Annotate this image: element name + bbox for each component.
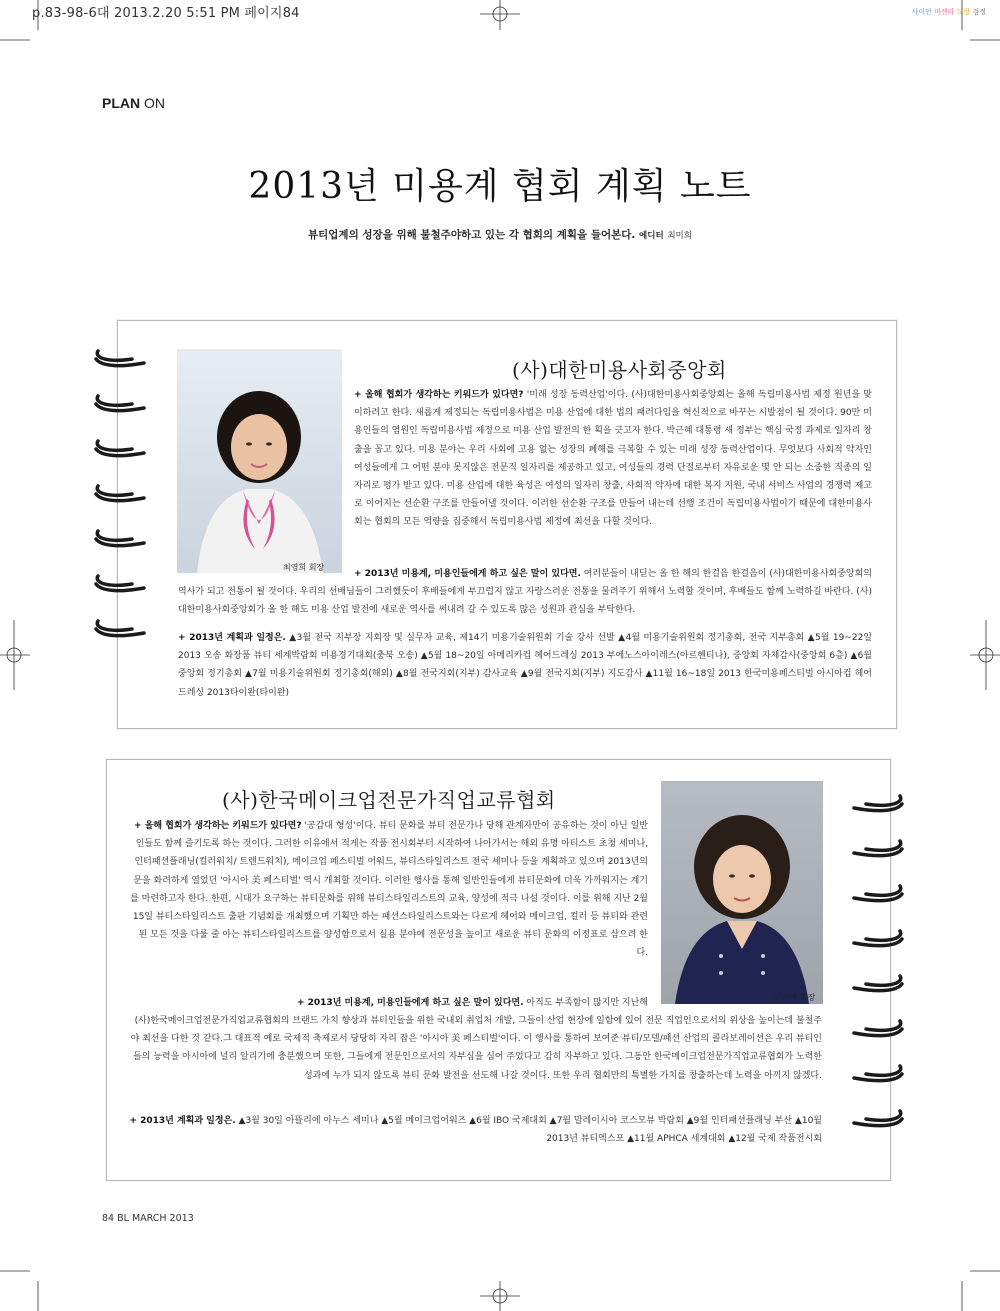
president-photo [177,349,342,573]
cyan-label: 사이안 [911,8,932,16]
magenta-label: 마젠타 [934,8,955,16]
schedule-answer: + 2013년 계획과 일정은. ▲3월 전국 지부장 지회장 및 실무자 교육, 제14기 미용기술위원회 기술 강사 선발 ▲4월 미용기술위원회 정기총회, 전국 지부총회 ▲5월 19~22일 2013 오송 화장품 뷰티 세계박람회 미용경기대회(충북 오송) ▲5월 18~20일 아메리카컵 헤어드레싱 2013 부에노스아이레스(아르헨티나), 중앙회 자체감사(중앙회 6층) ▲6월 중앙회 정기총회 ▲7월 미용기술위원회 정기총회(해외) ▲8월 전국지회(지부) 감사교육 ▲9월 전국지회(지부) 지도감사 ▲11월 16~18일 2013 한국미용페스티벌 아시아컵 헤어드레싱 2013타이완(타이완) [178,633,872,698]
message-answer: + 2013년 미용계, 미용인들에게 하고 싶은 말이 있다면. 여러분들이 내딛는 올 한 해의 한걸음 한걸음이 (사)대한미용사회중앙회의 역사가 되고 전통이 될 것이다. 우리의 선배님들이 그러했듯이 후배들에게 부끄럽지 않고 자랑스러운 전통을 물려주기 위해서 노력할 것이며, 후배들도 함께 노력하길 바란다. (사)대한미용사회중앙회가 올 한 해도 미용 산업 발전에 새로운 역사를 써내려 갈 수 있도록 많은 성원과 관심을 부탁한다. [178,569,872,616]
black-label: 검정 [972,8,986,16]
organization-title: (사)대한미용사회중앙회 [512,358,727,382]
spiral-binding-right [846,790,906,1160]
portrait-illustration [661,781,823,1004]
schedule-answer: + 2013년 계획과 일정은. ▲3월 30일 아뜰리에 아누스 세미나 ▲5월 메이크업어워즈 ▲6월 IBO 국제대회 ▲7월 말레이시아 코스모뷰 박람회 ▲9월 인터패션플래닝 부산 ▲10월 2013년 뷰티엑스포 ▲11월 APHCA 세계대회 ▲12월 국제 작품전시회 [129,1116,822,1145]
section-label: PLAN ON [102,95,166,111]
page-subtitle: 뷰티업계의 성장을 위해 불철주야하고 있는 각 협회의 계획을 들어본다. 에디터 최미희 [308,229,692,241]
message-answer: + 2013년 미용계, 미용인들에게 하고 싶은 말이 있다면. 아직도 부족함이 많지만 지난해 [296,998,648,1008]
yellow-label: 노랑 [956,8,971,16]
editor-name: 최미희 [667,231,692,241]
president-photo [661,781,823,1004]
photo-caption: 안미려 회장 [774,993,816,1002]
page-footer: 84 BL MARCH 2013 [102,1213,194,1224]
spiral-binding-left [92,345,152,675]
keyword-answer: + 올해 협회가 생각하는 키워드가 있다면? '공감대 형성'이다. 뷰티 문화를 뷰티 전문가나 당해 관계자만이 공유하는 것이 아닌 일반인들도 함께 즐기도록 하는 것이다. 그러한 이유에서 적게는 작품 전시회부터 시작하여 나아가서는 해외 유명 아티스트 초청 세미나, 인터패션플래닝(컬러워치/ 트렌드워치), 메이크업 페스티벌 어워드, 뷰티스타일리스트 전국 세미나 등을 계획하고 있으며 2013년의 문을 화려하게 열었던 '아시아 美 페스티벌' 역시 개최할 것이다. 이러한 행사를 통해 일반인들에게 뷰티문화에 더욱 가까워지는 계기를 마련하고자 한다. 한편, 시대가 요구하는 뷰티문화를 위해 뷰티스타일리스트의 교육, 양성에 적극 나설 것이다. 이를 위해 지난 2월 15일 뷰티스타일리스트 출판 기념회를 개최했으며 기획만 하는 패션스타일리스트와는 다르게 헤어와 메이크업, 컬러 등 뷰티와 관련된 모든 것을 다룰 줄 아는 뷰티스타일리스트를 양성함으로서 실용 분야에 전문성을 높이고 새로운 뷰티 문화의 이정표로 삼으려 한다. [130,821,648,959]
organization-title: (사)한국메이크업전문가직업교류협회 [222,788,556,812]
editor-label: 에디터 [639,231,664,241]
page-title: 2013년 미용계 협회 계획 노트 [248,166,752,207]
photo-caption: 최영희 회장 [283,563,325,572]
keyword-answer: + 올해 협회가 생각하는 키워드가 있다면? '미래 성장 동력산업'이다. (사)대한미용사회중앙회는 올해 독립미용사법 제정 원년을 맞이하려고 한다. 새롭게 제정되는 독립미용사법은 미용 산업에 대한 법의 패러다임을 혁신적으로 바꾸는 시발점이 될 것이다. 90만 미용인들의 염원인 독립미용사법 제정으로 미용 산업 발전의 한 획을 긋고자 한다. 박근혜 대통령 새 정부는 핵심 국정 과제로 일자리 창출을 꼽고 있다. 미용 분야는 우리 사회에 고용 없는 성장의 폐해를 극복할 수 있는 미래 성장 동력산업이다. 무엇보다 사회적 약자인 여성들에게 그 어떤 분야 못지않은 전문직 일자리를 제공하고 있고, 여성들의 경력 단절로부터 자유로운 몇 안 되는 소중한 직종의 일자리로 평가 받고 있다. 미용 산업에 대한 육성은 여성의 일자리 창출, 사회적 약자에 대한 복지 지원, 국내 서비스 사업의 경쟁력 제고로 이어지는 선순환 구조를 만들어낼 것이다. 이러한 선순환 구조를 만들어 내는데 선행 조건이 독립미용사법이기 때문에 대한미용사회는 협회의 모든 역량을 집중해서 독립미용사법 제정에 최선을 다할 것이다. [354,390,873,528]
portrait-illustration [177,349,342,573]
printer-slug: p.83-98-6대 2013.2.20 5:51 PM 페이지84 [32,6,300,21]
message-answer-continued: (사)한국메이크업전문가직업교류협회의 브랜드 가치 향상과 뷰티인들을 위한 국내외 취업처 개발, 그들이 산업 현장에 일함에 있어 전문 직업인으로서의 위상을 높이는데 불철주야 최선을 다한 것 같다.그 대표적 예로 국제적 축제로서 당당히 자리 잡은 '아시아 美 페스티벌'이다. 이 행사를 통하여 보여준 뷰티/모델/패션 산업의 콜라보레이션은 우리 뷰티인들의 능력을 아시아에 널리 알리기에 충분했으며 또한, 그들에게 전문인으로서의 자부심을 심어 주었다고 감히 자부하고 있다. 그동안 한국메이크업전문가직업교류협회가 노력한 성과에 누가 되지 않도록 뷰티 문화 발전을 선도해 나갈 것이다. 또한 우리 협회만의 특별한 가치를 창출하는데 노력을 아끼지 않겠다. [130,1016,822,1081]
